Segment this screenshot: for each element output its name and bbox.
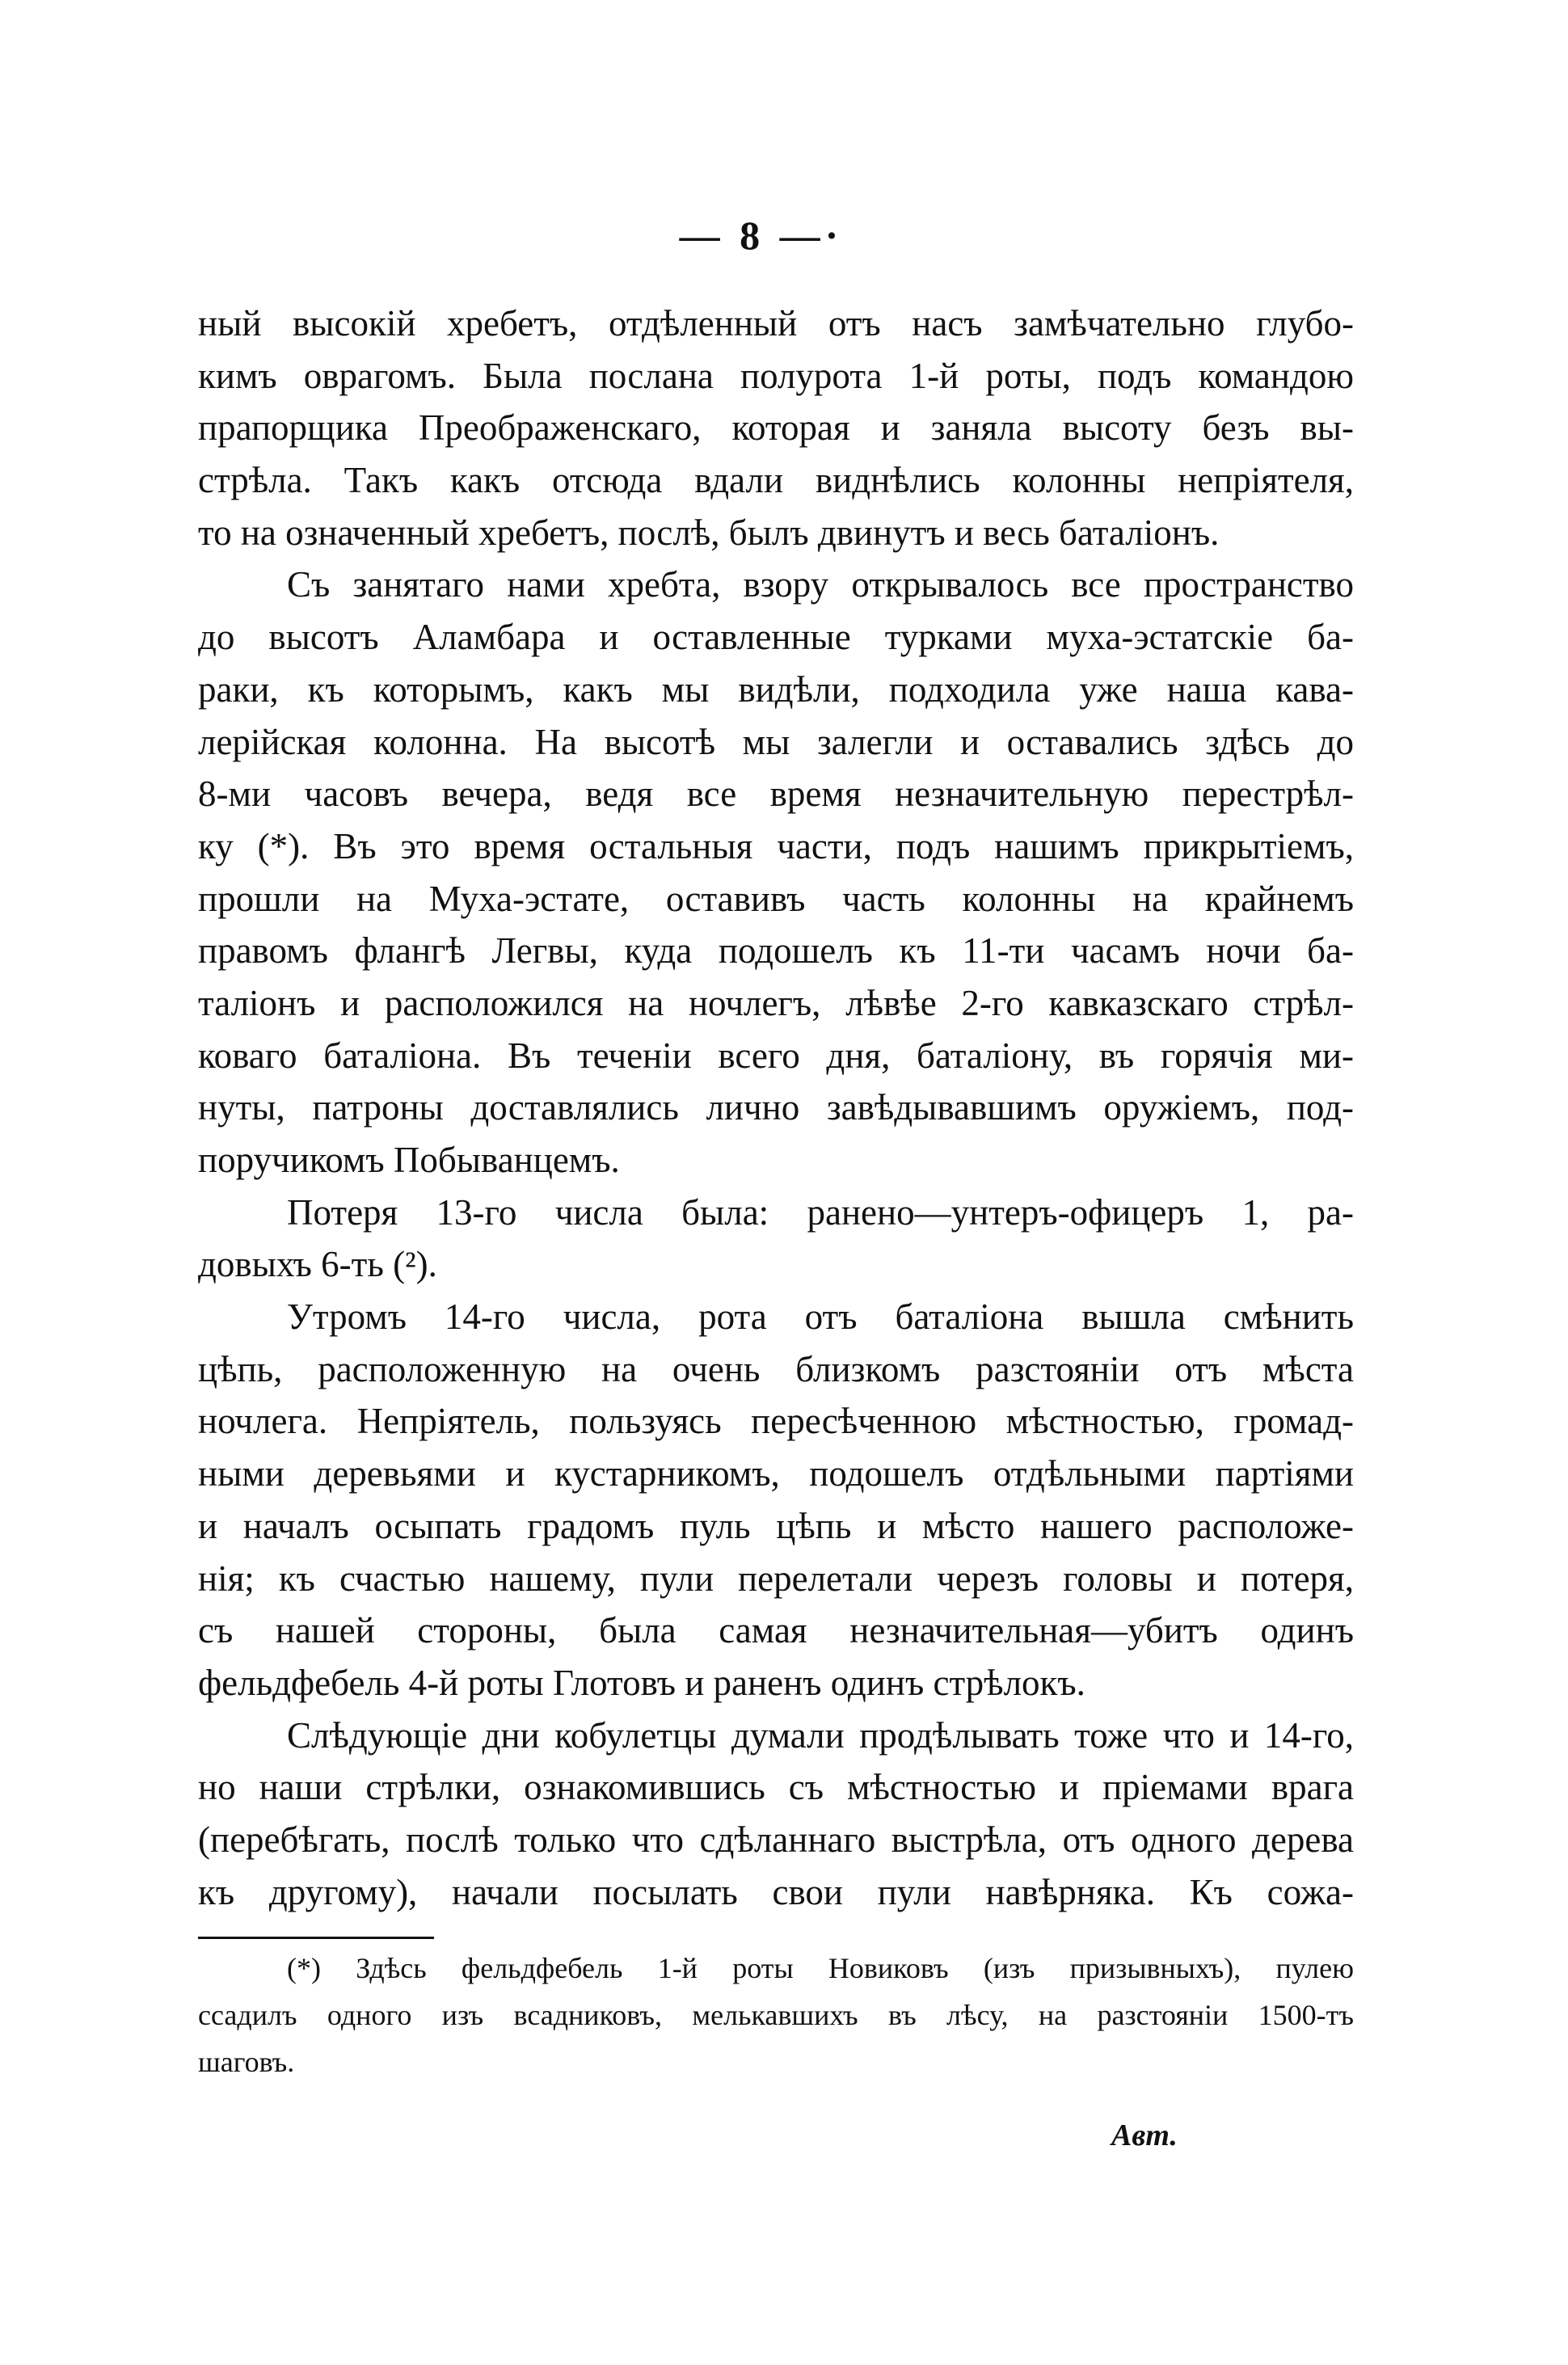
text-line: кимъ оврагомъ. Была послана полурота 1-й роты, подъ командою	[198, 355, 1354, 396]
text-line: фельдфебель 4-й роты Глотовъ и раненъ одинъ стрѣлокъ.	[198, 1662, 1085, 1703]
footnote-line: ссадилъ одного изъ всадниковъ, мелькавшихъ въ лѣсу, на разстояніи 1500-тъ	[198, 1999, 1354, 2031]
text-line: съ нашей стороны, была самая незначительная—убитъ одинъ	[198, 1610, 1354, 1651]
text-line: до высотъ Аламбара и оставленные турками муха-эстатскіе ба-	[198, 617, 1354, 658]
main-text	[198, 297, 1354, 1918]
text-line: (перебѣгать, послѣ только что сдѣланнаго выстрѣла, отъ одного дерева	[198, 1819, 1354, 1860]
text-line: нія; къ счастью нашему, пули перелетали черезъ головы и потеря,	[198, 1558, 1354, 1599]
page-number: — 8 —·	[679, 213, 844, 258]
text-line: прошли на Муха-эстате, оставивъ часть колонны на крайнемъ	[198, 878, 1354, 919]
text-line: ный высокій хребетъ, отдѣленный отъ насъ замѣчательно глубо-	[198, 303, 1354, 344]
paragraph	[198, 559, 1354, 1186]
text-line: коваго баталіона. Въ теченіи всего дня, баталіону, въ горячія ми-	[198, 1035, 1354, 1076]
footnote	[198, 1945, 1354, 2085]
footnote-divider	[198, 1937, 434, 1939]
text-line: стрѣла. Такъ какъ отсюда вдали виднѣлись колонны непріятеля,	[198, 460, 1354, 501]
text-line: но наши стрѣлки, ознакомившись съ мѣстностью и пріемами врага	[198, 1767, 1354, 1808]
text-line: раки, къ которымъ, какъ мы видѣли, подходила уже наша кава-	[198, 668, 1354, 710]
text-line: цѣпь, расположенную на очень близкомъ разстояніи отъ мѣста	[198, 1348, 1354, 1389]
text-line: лерійская колонна. На высотѣ мы залегли и оставались здѣсь до	[198, 721, 1354, 762]
footnote-line: шаговъ.	[198, 2046, 295, 2078]
paragraph	[198, 1187, 1354, 1291]
text-line: Утромъ 14-го числа, рота отъ баталіона вышла смѣнить	[287, 1296, 1354, 1338]
text-line: Слѣдующіе дни кобулетцы думали продѣлывать тоже что и 14-го,	[287, 1714, 1354, 1756]
text-line: поручикомъ Побыванцемъ.	[198, 1140, 620, 1180]
footnote-signature: Авт.	[1111, 2118, 1178, 2152]
text-line: нуты, патроны доставлялись лично завѣдывавшимъ оружіемъ, под-	[198, 1087, 1354, 1128]
paragraph	[198, 1709, 1354, 1919]
text-line: прапорщика Преображенскаго, которая и заняла высоту безъ вы-	[198, 407, 1354, 449]
text-line: 8-ми часовъ вечера, ведя все время незначительную перестрѣл-	[198, 774, 1354, 815]
text-line: къ другому), начали посылать свои пули навѣрняка. Къ сожа-	[198, 1871, 1354, 1912]
text-line: то на означенный хребетъ, послѣ, былъ двинутъ и весь баталіонъ.	[198, 512, 1220, 553]
text-line: Съ занятаго нами хребта, взору открывалось все пространство	[287, 564, 1354, 605]
paragraph	[198, 297, 1354, 559]
text-line: Потеря 13-го числа была: ранено—унтеръ-офицеръ 1, ра-	[287, 1191, 1354, 1233]
text-line: ными деревьями и кустарникомъ, подошелъ отдѣльными партіями	[198, 1453, 1354, 1494]
text-line: ночлега. Непріятель, пользуясь пересѣченною мѣстностью, громад-	[198, 1401, 1354, 1442]
text-line: и началъ осыпать градомъ пуль цѣпь и мѣсто нашего расположе-	[198, 1505, 1354, 1546]
paragraph	[198, 1291, 1354, 1709]
text-line: довыхъ 6-ть (²).	[198, 1244, 437, 1285]
text-line: ку (*). Въ это время остальныя части, подъ нашимъ прикрытіемъ,	[198, 825, 1354, 866]
text-line: правомъ флангѣ Легвы, куда подошелъ къ 11-ти часамъ ночи ба-	[198, 930, 1354, 972]
text-line: таліонъ и расположился на ночлегъ, лѣвѣе 2-го кавказскаго стрѣл-	[198, 982, 1354, 1023]
footnote-line: (*) Здѣсь фельдфебель 1-й роты Новиковъ (изъ призывныхъ), пулею	[287, 1952, 1354, 1984]
